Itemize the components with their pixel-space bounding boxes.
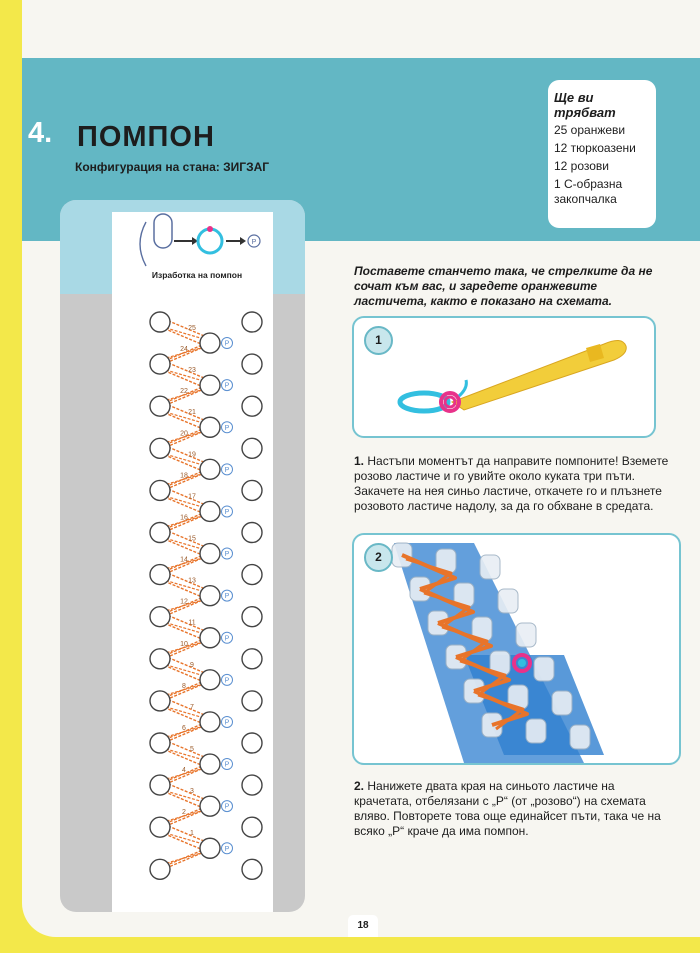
band-number: 22 [180, 388, 188, 396]
loom-peg [200, 712, 220, 732]
loom-diagram [60, 200, 305, 912]
materials-box [548, 80, 656, 228]
band-number: 14 [180, 556, 188, 564]
loading-instruction: Поставете станчето така, че стрелките да не сочат към вас, и заредете оранжевите ластичета, както е показано на схемата. [354, 264, 653, 308]
band-ring-icon [198, 229, 222, 253]
loom-peg [200, 838, 220, 858]
page [22, 0, 700, 937]
band-number: 12 [180, 598, 188, 606]
loom-peg [516, 623, 536, 647]
loom-peg [150, 523, 170, 543]
band-number: 7 [190, 703, 194, 711]
material-item: 12 розови [554, 159, 610, 173]
loom-peg [200, 670, 220, 690]
p-peg-letter: P [224, 845, 230, 853]
band-number: 2 [182, 809, 186, 817]
hook-loop-icon [154, 214, 172, 248]
loom-photo [354, 535, 679, 763]
band-number: 9 [190, 661, 194, 669]
loom-diagram-panel [60, 200, 305, 912]
p-peg-letter: P [224, 719, 230, 727]
band-number: 25 [188, 325, 196, 332]
band-number: 5 [190, 746, 194, 753]
loom-peg [242, 396, 262, 416]
loom-peg [242, 817, 262, 837]
step-1-photo [352, 316, 656, 438]
loom-peg [150, 733, 170, 753]
p-peg-letter: P [224, 382, 230, 390]
step-1-body: Настъпи моментът да направите помпоните! Вземете розово ластиче и го увийте около куката три пъти. Закачете на нея синьо ластиче, откачете го и плъзнете розовото ластиче надолу, за да го обхване в средата. [354, 454, 669, 513]
step-2-text [354, 779, 672, 839]
loom-peg [150, 817, 170, 837]
turquoise-band-tail [459, 380, 466, 396]
step-2-body: Нанижете двата края на синьото ластиче на крачетата, отбелязани с „P“ (от „розово“) на схемата вляво. Повторете това още единайсет пъти, така че на всяко „P“ краче да има помпон. [354, 779, 661, 838]
band-number: 11 [188, 619, 196, 627]
p-peg-letter: P [224, 466, 230, 474]
band-number: 15 [188, 535, 196, 543]
band-number: 16 [180, 514, 188, 522]
p-peg-letter: P [224, 424, 230, 432]
pegs [150, 312, 262, 879]
p-peg-letter: P [224, 761, 230, 769]
loom-peg [242, 480, 262, 500]
band-number: 20 [180, 430, 188, 438]
loom-peg [150, 775, 170, 795]
band-number: 24 [180, 346, 188, 354]
material-item: 25 оранжеви [554, 123, 626, 137]
loom-peg [200, 417, 220, 437]
loom-peg [200, 333, 220, 353]
loom-peg [150, 354, 170, 374]
loom-peg [242, 312, 262, 332]
loom-peg [242, 649, 262, 669]
step-2-photo [352, 533, 681, 765]
page-title: ПОМПОН [77, 121, 215, 153]
pompom-knot-icon [207, 226, 213, 232]
p-peg-letter: P [224, 677, 230, 685]
hook-photo [354, 318, 654, 436]
loom-peg [242, 523, 262, 543]
loom-peg [526, 719, 546, 743]
loom-peg [242, 607, 262, 627]
loom-peg [150, 691, 170, 711]
section-number: 4. [28, 117, 53, 149]
loom-peg [150, 396, 170, 416]
band-number: 3 [190, 788, 194, 796]
loom-peg [150, 565, 170, 585]
band-number: 21 [188, 409, 196, 417]
pompom-howto-illustration [140, 214, 260, 266]
loom-peg [200, 754, 220, 774]
band-line [166, 852, 204, 863]
curve-arrow-icon [140, 222, 146, 266]
band-number: 18 [180, 472, 188, 480]
p-peg-letter: P [224, 593, 230, 601]
loom-peg [200, 375, 220, 395]
loom-configuration: Конфигурация на стана: ЗИГЗАГ [75, 160, 270, 174]
step-badge: 1 [364, 326, 393, 355]
diagram-label: Изработка на помпон [151, 270, 243, 280]
loom-peg [150, 438, 170, 458]
step-1-text [354, 454, 672, 514]
band-number: 19 [188, 451, 196, 459]
loom-peg [200, 796, 220, 816]
page-number: 18 [348, 915, 378, 937]
loom-peg [498, 589, 518, 613]
loom-peg [200, 544, 220, 564]
band-number: 6 [182, 724, 186, 732]
band-number: 1 [190, 830, 194, 838]
loom-peg [200, 586, 220, 606]
loom-peg [200, 459, 220, 479]
pompom-center [518, 659, 526, 667]
loom-peg [570, 725, 590, 749]
loom-peg [242, 691, 262, 711]
loom-peg [242, 859, 262, 879]
materials-title: Ще ви трябват [554, 90, 616, 120]
loom-peg [150, 480, 170, 500]
band-number: 13 [188, 577, 196, 585]
loom-peg [200, 501, 220, 521]
band-number: 23 [188, 367, 196, 375]
material-item: 12 тюркоазени [554, 141, 636, 155]
loom-peg [150, 312, 170, 332]
loom-peg [242, 733, 262, 753]
p-peg-letter: P [251, 239, 257, 246]
p-peg-letter: P [224, 635, 230, 643]
loom-peg [480, 555, 500, 579]
band-number: 17 [188, 493, 196, 501]
p-peg-letter: P [224, 551, 230, 559]
band-numbers [180, 325, 196, 837]
loom-peg [150, 649, 170, 669]
loom-peg [242, 438, 262, 458]
step-2-num: 2. [354, 779, 365, 793]
loom-peg [242, 565, 262, 585]
band-number: 10 [180, 640, 188, 648]
loom-peg [552, 691, 572, 715]
loom-peg [534, 657, 554, 681]
p-peg-letter: P [224, 508, 230, 516]
step-badge: 2 [364, 543, 393, 572]
loom-peg [150, 607, 170, 627]
p-peg-letter: P [224, 340, 230, 348]
step-1-num: 1. [354, 454, 365, 468]
loom-peg [150, 859, 170, 879]
loom-peg [242, 354, 262, 374]
p-peg-letter: P [224, 803, 230, 811]
arrow-head-icon [240, 237, 246, 245]
loom-peg [242, 775, 262, 795]
loom-peg [200, 628, 220, 648]
band-number: 4 [182, 767, 186, 775]
material-item: 1 С-образна закопчалка [554, 177, 623, 206]
band-number: 8 [182, 682, 186, 690]
